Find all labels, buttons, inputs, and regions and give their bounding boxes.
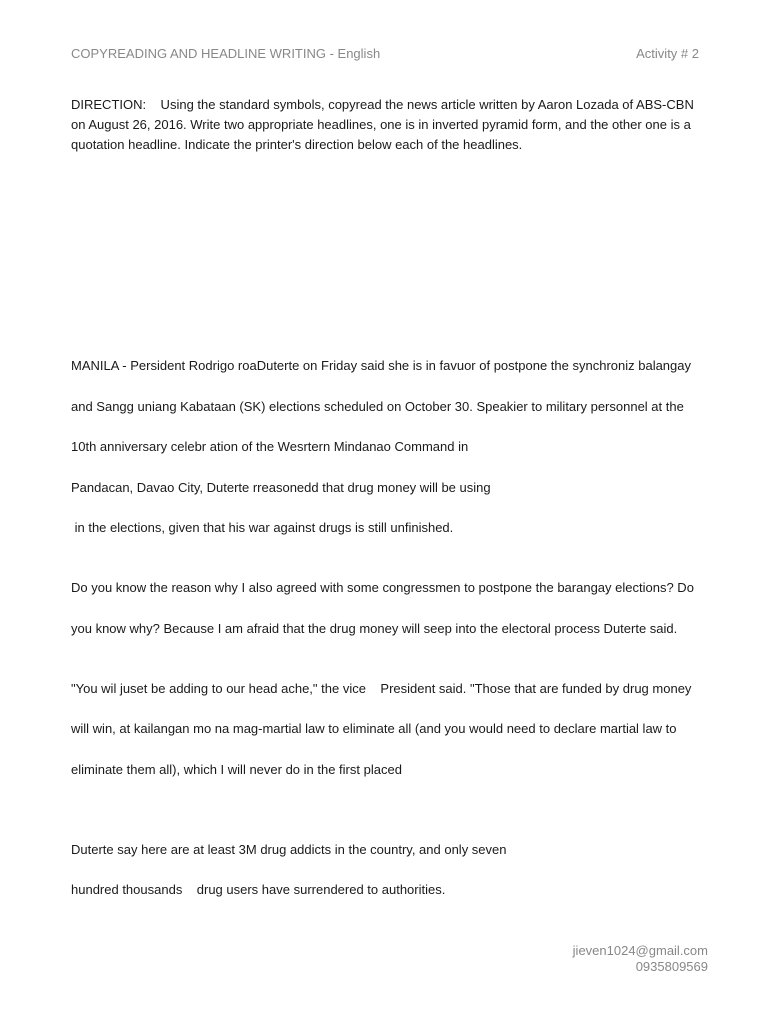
contact-email: jieven1024@gmail.com (572, 943, 708, 958)
article-line: MANILA - Persident Rodrigo roaDuterte on Friday said she is in favuor of postpone the synchroniz balangay (71, 358, 692, 373)
document-title: COPYREADING AND HEADLINE WRITING - English (71, 46, 381, 61)
article-line: hundred thousands drug users have surrendered to authorities. (71, 882, 446, 897)
article-line: Pandacan, Davao City, Duterte rreasonedd that drug money will be using (71, 480, 491, 495)
article-line: eliminate them all), which I will never do in the first placed (71, 762, 402, 777)
article-line: 10th anniversary celebr ation of the Wesrtern Mindanao Command in (71, 439, 469, 454)
direction-paragraph: DIRECTION: Using the standard symbols, copyread the news article written by Aaron Lozada of ABS-CBN on August 26, 2016. Write two appropriate headlines, one is in inverted pyramid form, and the other one is a quotation headline. Indicate the printer's direction below each of the headlines. (71, 97, 698, 152)
article-line: "You wil juset be adding to our head ache," the vice President said. "Those that are funded by drug money (71, 681, 692, 696)
page-footer (573, 943, 708, 975)
article-line: in the elections, given that his war against drugs is still unfinished. (71, 520, 454, 535)
activity-number: Activity # 2 (636, 46, 699, 61)
article-line: Do you know the reason why I also agreed with some congressmen to postpone the barangay elections? Do (71, 580, 694, 595)
article-line: you know why? Because I am afraid that the drug money will seep into the electoral process Duterte said. (71, 621, 678, 636)
article-line: will win, at kailangan mo na mag-martial law to eliminate all (and you would need to declare martial law to (71, 721, 677, 736)
article-line: Duterte say here are at least 3M drug addicts in the country, and only seven (71, 842, 507, 857)
contact-phone: 0935809569 (635, 959, 708, 974)
article-line: and Sangg uniang Kabataan (SK) elections scheduled on October 30. Speakier to military personnel at the (71, 399, 684, 414)
